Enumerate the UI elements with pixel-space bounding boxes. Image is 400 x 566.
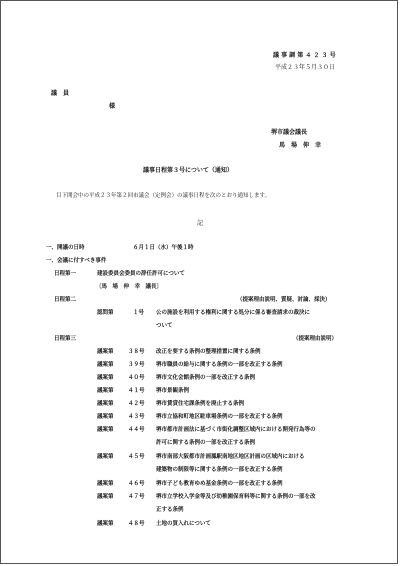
ki-mark: 記 — [197, 220, 204, 227]
bill-title: 堺市都市計画法に基づく市街化調整区域内における開発行為等の — [156, 427, 316, 433]
agenda-item2-note: （提案理由説明、質疑、討論、採決） — [237, 297, 331, 303]
body-text: 目下開会中の平成２３年第２回市議会（定例会）の議事日程を次のとおり通知します。 — [56, 193, 271, 199]
agenda-item1-text: 建設委員会委員の辞任許可について — [97, 271, 185, 277]
agenda-item2-label: 日程第二 — [54, 297, 77, 303]
bill-label: 議案第 — [97, 414, 114, 420]
bill-number: ４０号 — [128, 375, 145, 381]
bill-number: ３８号 — [128, 349, 145, 355]
bill-title: 堺市景観条例 — [156, 388, 190, 394]
bill-label: 議案第 — [97, 375, 114, 381]
bill-title: 改正を要する条例の整理措置に関する条例 — [156, 349, 261, 355]
bill-label: 議案第 — [97, 494, 114, 500]
subject: 議事日程第３号について（通知） — [143, 167, 233, 174]
section-matters-label: 一、会議に付すべき事件 — [46, 258, 107, 264]
bill-number: ４２号 — [128, 401, 145, 407]
bill-number: ４７号 — [128, 494, 145, 500]
agenda-item2-sub-text1: 公の施設を利用する権利に関する処分に係る審査請求の裁決に — [156, 310, 311, 316]
agenda-item3-note: （提案理由説明） — [293, 336, 338, 342]
bill-number: ４６号 — [128, 481, 145, 487]
bill-label: 議案第 — [97, 401, 114, 407]
bill-title: 堺市子ども教育ゆめ基金条例の一部を改正する条例 — [156, 481, 283, 487]
agenda-item2-sub-label: 認問第 — [97, 310, 114, 316]
bill-label: 議案第 — [97, 362, 114, 368]
bill-title: 堺市南部大阪都市計画鳳駅南地区地区計画の区域内における — [156, 454, 305, 460]
agenda-item2-sub-num: １号 — [133, 310, 145, 316]
section-datetime-label: 一、開議の日時 — [46, 245, 85, 251]
agenda-item1-presenter: 〔馬 場 伸 幸 議長〕 — [96, 284, 163, 290]
bill-title: 土地の買入れについて — [156, 521, 211, 527]
bill-title: 堺市職員の給与に関する条例の一部を改正する条例 — [156, 362, 283, 368]
bill-title-cont: 建築物の制限等に関する条例の一部を改正する条例 — [156, 467, 283, 473]
sender-name: 馬 場 伸 幸 — [279, 142, 322, 149]
bill-title-cont: 許可に関する条例の一部を改正する条例 — [156, 440, 256, 446]
doc-date: 平成２３年５月３０日 — [275, 64, 336, 71]
bill-label: 議案第 — [97, 481, 114, 487]
bill-label: 議案第 — [97, 388, 114, 394]
agenda-item1-label: 日程第一 — [54, 271, 77, 277]
bill-number: ４４号 — [128, 427, 145, 433]
bill-number: ４８号 — [128, 521, 145, 527]
bill-number: ４３号 — [128, 414, 145, 420]
bill-label: 議案第 — [97, 521, 114, 527]
bill-number: ３９号 — [128, 362, 145, 368]
bill-title: 堺市立学校入学金等及び幼稚園保育料等に関する条例の一部を改 — [156, 494, 316, 500]
addressee-title: 議 員 — [51, 90, 70, 97]
bill-number: ４５号 — [128, 454, 145, 460]
bill-title: 堺市文化会館条例の一部を改正する条例 — [156, 375, 256, 381]
bill-title: 堺市賃貸住宅課条例を廃止する条例 — [156, 401, 245, 407]
section-datetime-value: ６月１日（水）午後１時 — [133, 245, 194, 251]
sender-org: 堺市議会議長 — [271, 129, 308, 136]
addressee-honorific: 様 — [109, 103, 116, 110]
bill-label: 議案第 — [97, 349, 114, 355]
agenda-item3-label: 日程第三 — [54, 336, 77, 342]
bill-title-cont: 正する条例 — [156, 507, 184, 513]
bill-number: ４１号 — [128, 388, 145, 394]
agenda-item2-sub-text2: ついて — [156, 323, 173, 329]
bill-label: 議案第 — [97, 454, 114, 460]
bill-label: 議案第 — [97, 427, 114, 433]
bill-title: 堺市立協和町地区駐車場条例の一部を改正する条例 — [156, 414, 283, 420]
doc-number: 議 事 調 第 ４ ２ ３ 号 — [273, 52, 336, 59]
